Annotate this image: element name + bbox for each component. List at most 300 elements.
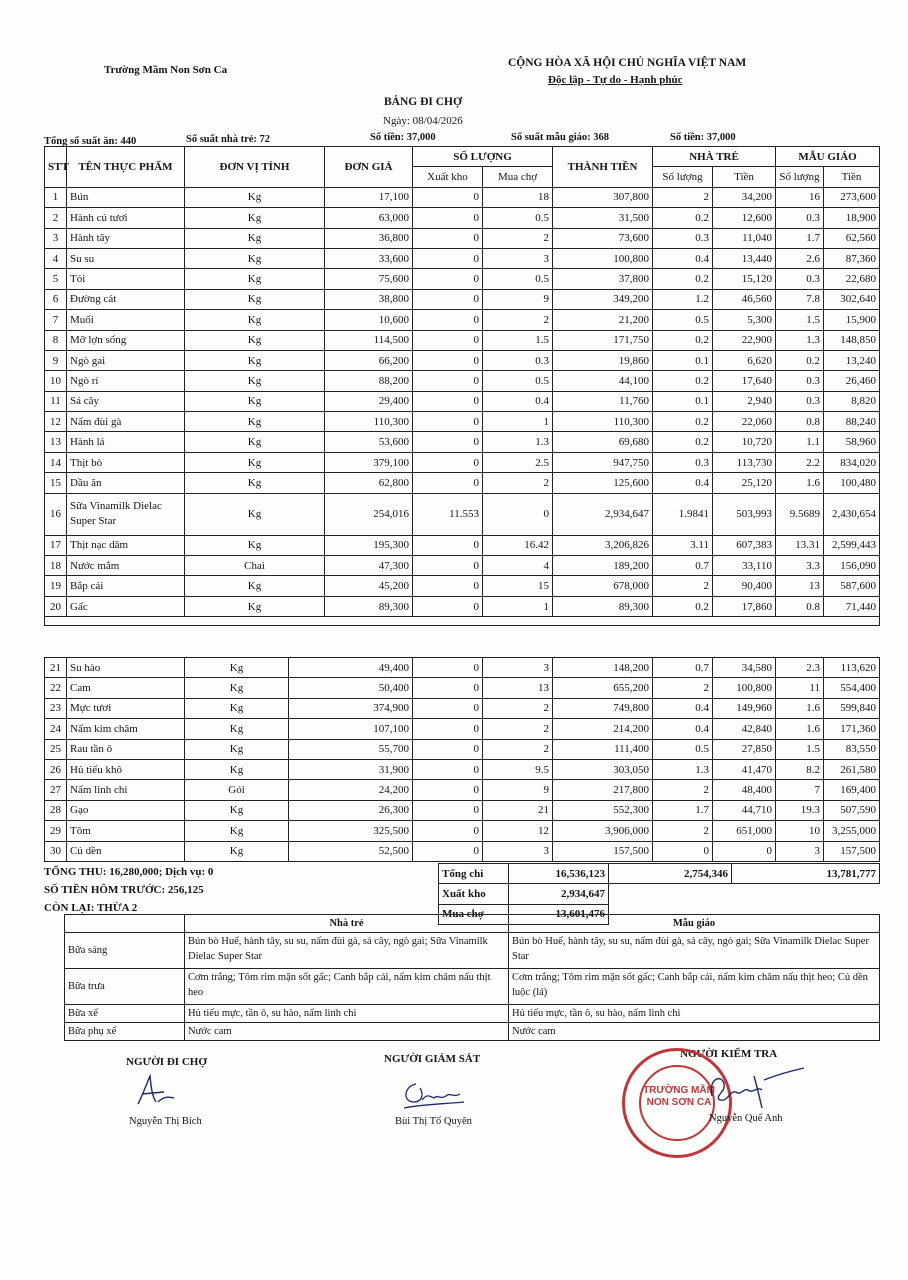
menu-meal-lunch: Bữa trưa — [65, 969, 185, 1005]
cell-nt-money: 25,120 — [713, 473, 776, 493]
cell-unit: Kg — [185, 719, 289, 739]
cell-stt: 4 — [45, 248, 67, 268]
cell-market: 2.5 — [483, 452, 553, 472]
cell-total: 37,800 — [553, 269, 653, 289]
cell-nt-qty: 0.4 — [653, 719, 713, 739]
cell-total: 307,800 — [553, 187, 653, 207]
cell-nt-money: 13,440 — [713, 248, 776, 268]
total-meals: Tổng số suất ăn: 440 — [44, 136, 137, 147]
cell-mg-money: 834,020 — [824, 452, 880, 472]
cell-stt: 27 — [45, 780, 67, 800]
cell-mg-money: 3,255,000 — [824, 821, 880, 841]
cell-nt-money: 48,400 — [713, 780, 776, 800]
cell-market: 16.42 — [483, 535, 553, 555]
xuat-kho-value: 2,934,647 — [509, 884, 609, 904]
cell-market: 12 — [483, 821, 553, 841]
cell-unit: Kg — [185, 698, 289, 718]
cell-total: 31,500 — [553, 208, 653, 228]
cell-mg-qty: 1.3 — [776, 330, 824, 350]
cell-nt-money: 34,580 — [713, 658, 776, 678]
cell-name: Hành tây — [67, 228, 185, 248]
table-row — [45, 208, 880, 228]
header-warehouse: Xuất kho — [413, 167, 483, 187]
cell-unit: Kg — [185, 269, 325, 289]
menu-breakfast-kinder: Bún bò Huế, hành tây, su su, nấm đùi gà, sả cây, ngò gai; Sữa Vinamilk Dielac Super Star — [509, 933, 880, 969]
cell-nt-money: 17,640 — [713, 371, 776, 391]
xuat-kho-label: Xuất kho — [439, 884, 509, 904]
cell-price: 47,300 — [325, 556, 413, 576]
cell-unit: Kg — [185, 228, 325, 248]
cell-price: 53,600 — [325, 432, 413, 452]
cell-market: 0.3 — [483, 350, 553, 370]
cell-total: 552,300 — [553, 800, 653, 820]
cell-nt-money: 41,470 — [713, 759, 776, 779]
cell-mg-qty: 1.1 — [776, 432, 824, 452]
cell-warehouse: 0 — [413, 596, 483, 616]
cell-unit: Kg — [185, 350, 325, 370]
cell-unit: Kg — [185, 596, 325, 616]
cell-unit: Kg — [185, 473, 325, 493]
cell-market: 13 — [483, 678, 553, 698]
cell-nt-qty: 0.5 — [653, 310, 713, 330]
cell-stt: 30 — [45, 841, 67, 861]
cell-name: Hành củ tươi — [67, 208, 185, 228]
table-row — [45, 350, 880, 370]
header-nt-qty: Số lượng — [653, 167, 713, 187]
cell-stt: 17 — [45, 535, 67, 555]
nursery-meals: Số suất nhà trẻ: 72 — [186, 134, 271, 145]
cell-nt-money: 15,120 — [713, 269, 776, 289]
cell-stt: 6 — [45, 289, 67, 309]
cell-stt: 13 — [45, 432, 67, 452]
table-row — [45, 759, 880, 779]
buyer-name: Nguyễn Thị Bích — [129, 1116, 202, 1127]
cell-nt-money: 34,200 — [713, 187, 776, 207]
cell-mg-money: 83,550 — [824, 739, 880, 759]
header-nt-money: Tiền — [713, 167, 776, 187]
supervisor-signature — [398, 1074, 468, 1114]
cell-warehouse: 0 — [413, 187, 483, 207]
cell-name: Muối — [67, 310, 185, 330]
cell-market: 2 — [483, 310, 553, 330]
header-mg-money: Tiền — [824, 167, 880, 187]
cell-total: 69,680 — [553, 432, 653, 452]
cell-market: 9 — [483, 780, 553, 800]
cell-warehouse: 0 — [413, 841, 483, 861]
cell-stt: 1 — [45, 187, 67, 207]
tong-thu: TỔNG THU: 16,280,000; Dịch vụ: 0 — [44, 866, 214, 878]
cell-total: 111,400 — [553, 739, 653, 759]
cell-nt-money: 0 — [713, 841, 776, 861]
cell-stt: 11 — [45, 391, 67, 411]
cell-market: 3 — [483, 841, 553, 861]
cell-mg-qty: 0.3 — [776, 371, 824, 391]
table-row — [45, 739, 880, 759]
table-row — [45, 310, 880, 330]
cell-stt: 14 — [45, 452, 67, 472]
header-nursery: NHÀ TRẺ — [653, 147, 776, 167]
cell-unit: Kg — [185, 187, 325, 207]
menu-afternoon-kinder: Hủ tiếu mực, tần ô, su hào, nấm linh chi — [509, 1005, 880, 1023]
cell-unit: Kg — [185, 391, 325, 411]
cell-mg-qty: 0.3 — [776, 269, 824, 289]
cell-warehouse: 0 — [413, 739, 483, 759]
cell-warehouse: 0 — [413, 310, 483, 330]
table-row — [45, 228, 880, 248]
cell-unit: Kg — [185, 759, 289, 779]
cell-name: Rau tần ô — [67, 739, 185, 759]
cell-name: Nấm linh chi — [67, 780, 185, 800]
cell-mg-qty: 19.3 — [776, 800, 824, 820]
cell-price: 374,900 — [289, 698, 413, 718]
menu-header-kinder: Mẫu giáo — [509, 915, 880, 933]
cell-stt: 15 — [45, 473, 67, 493]
cell-mg-money: 169,400 — [824, 780, 880, 800]
row-16-mg-qty: 9.5689 — [776, 493, 824, 535]
cell-unit: Kg — [185, 208, 325, 228]
table-row — [45, 698, 880, 718]
cell-mg-money: 171,360 — [824, 719, 880, 739]
row-16-warehouse: 11.553 — [413, 493, 483, 535]
cell-price: 75,600 — [325, 269, 413, 289]
cell-stt: 12 — [45, 412, 67, 432]
cell-unit: Kg — [185, 678, 289, 698]
cell-mg-money: 554,400 — [824, 678, 880, 698]
cell-nt-qty: 2 — [653, 678, 713, 698]
republic-title: CỘNG HÒA XÃ HỘI CHỦ NGHĨA VIỆT NAM — [508, 57, 747, 69]
cell-mg-money: 148,850 — [824, 330, 880, 350]
cell-mg-qty: 13.31 — [776, 535, 824, 555]
cell-warehouse: 0 — [413, 780, 483, 800]
cell-market: 9 — [483, 289, 553, 309]
cell-nt-qty: 0.4 — [653, 248, 713, 268]
cell-mg-qty: 0.2 — [776, 350, 824, 370]
cell-nt-money: 90,400 — [713, 576, 776, 596]
cell-warehouse: 0 — [413, 678, 483, 698]
cell-mg-qty: 8.2 — [776, 759, 824, 779]
header-unit: ĐƠN VỊ TÍNH — [185, 147, 325, 188]
cell-stt: 28 — [45, 800, 67, 820]
cell-price: 66,200 — [325, 350, 413, 370]
cell-price: 62,800 — [325, 473, 413, 493]
food-table-2 — [44, 657, 880, 862]
supervisor-name: Bùi Thị Tố Quyên — [395, 1116, 472, 1127]
header-name: TÊN THỰC PHẨM — [67, 147, 185, 188]
header-market: Mua chợ — [483, 167, 553, 187]
row-16-price: 254,016 — [325, 493, 413, 535]
cell-nt-qty: 0.7 — [653, 658, 713, 678]
cell-nt-qty: 0.5 — [653, 739, 713, 759]
cell-price: 325,500 — [289, 821, 413, 841]
mua-cho-label: Mua chợ — [439, 904, 509, 924]
cell-market: 1 — [483, 596, 553, 616]
cell-price: 114,500 — [325, 330, 413, 350]
row-16-unit: Kg — [185, 493, 325, 535]
cell-stt: 29 — [45, 821, 67, 841]
cell-nt-money: 22,060 — [713, 412, 776, 432]
cell-mg-qty: 2.6 — [776, 248, 824, 268]
cell-price: 29,400 — [325, 391, 413, 411]
cell-market: 4 — [483, 556, 553, 576]
cell-unit: Kg — [185, 739, 289, 759]
cell-mg-qty: 1.6 — [776, 473, 824, 493]
cell-price: 33,600 — [325, 248, 413, 268]
cell-nt-qty: 3.11 — [653, 535, 713, 555]
buyer-signature — [130, 1072, 180, 1112]
cell-name: Thịt nạc dăm — [67, 535, 185, 555]
cell-name: Mực tươi — [67, 698, 185, 718]
header-quantity: SỐ LƯỢNG — [413, 147, 553, 167]
cell-warehouse: 0 — [413, 330, 483, 350]
cell-nt-qty: 0.4 — [653, 473, 713, 493]
table-row — [45, 719, 880, 739]
header-mg-qty: Số lượng — [776, 167, 824, 187]
cell-total: 44,100 — [553, 371, 653, 391]
table-row — [45, 473, 880, 493]
cell-total: 303,050 — [553, 759, 653, 779]
row-16-nt-money: 503,993 — [713, 493, 776, 535]
header-stt: STT — [45, 147, 67, 188]
cell-unit: Kg — [185, 841, 289, 861]
row-16-total: 2,934,647 — [553, 493, 653, 535]
cell-stt: 9 — [45, 350, 67, 370]
cell-stt: 10 — [45, 371, 67, 391]
cell-price: 379,100 — [325, 452, 413, 472]
cell-name: Gấc — [67, 596, 185, 616]
cell-price: 17,100 — [325, 187, 413, 207]
cell-mg-qty: 0.3 — [776, 208, 824, 228]
cell-mg-money: 261,580 — [824, 759, 880, 779]
table-row — [45, 596, 880, 616]
cell-nt-money: 22,900 — [713, 330, 776, 350]
cell-nt-qty: 1.3 — [653, 759, 713, 779]
cell-nt-qty: 1.2 — [653, 289, 713, 309]
table-row — [45, 678, 880, 698]
cell-total: 19,860 — [553, 350, 653, 370]
cell-name: Mỡ lợn sống — [67, 330, 185, 350]
cell-mg-money: 87,360 — [824, 248, 880, 268]
cell-price: 63,000 — [325, 208, 413, 228]
cell-name: Bún — [67, 187, 185, 207]
cell-mg-qty: 13 — [776, 576, 824, 596]
cell-nt-qty: 2 — [653, 576, 713, 596]
table-row — [45, 412, 880, 432]
cell-name: Sả cây — [67, 391, 185, 411]
table-row — [45, 289, 880, 309]
cell-market: 2 — [483, 228, 553, 248]
cell-mg-money: 15,900 — [824, 310, 880, 330]
cell-mg-qty: 1.6 — [776, 698, 824, 718]
cell-price: 26,300 — [289, 800, 413, 820]
cell-nt-qty: 0.1 — [653, 391, 713, 411]
cell-mg-money: 18,900 — [824, 208, 880, 228]
motto: Độc lập - Tự do - Hạnh phúc — [548, 74, 683, 86]
cell-stt: 23 — [45, 698, 67, 718]
menu-snack-nursery: Nước cam — [185, 1023, 509, 1041]
cell-warehouse: 0 — [413, 719, 483, 739]
checker-signature — [700, 1060, 810, 1120]
cell-warehouse: 0 — [413, 391, 483, 411]
cell-mg-money: 113,620 — [824, 658, 880, 678]
cell-mg-qty: 1.5 — [776, 310, 824, 330]
cell-nt-money: 12,600 — [713, 208, 776, 228]
cell-total: 125,600 — [553, 473, 653, 493]
cell-nt-qty: 0.3 — [653, 452, 713, 472]
cell-nt-qty: 0.2 — [653, 412, 713, 432]
row-16-market: 0 — [483, 493, 553, 535]
cell-nt-money: 6,620 — [713, 350, 776, 370]
nursery-amount: Số tiền: 37,000 — [370, 132, 436, 143]
food-table-1 — [44, 146, 880, 626]
cell-name: Nấm kim châm — [67, 719, 185, 739]
table-row — [45, 248, 880, 268]
cell-name: Hủ tiếu khô — [67, 759, 185, 779]
cell-market: 0.4 — [483, 391, 553, 411]
cell-name: Tôm — [67, 821, 185, 841]
cell-price: 45,200 — [325, 576, 413, 596]
cell-warehouse: 0 — [413, 228, 483, 248]
cell-mg-money: 22,680 — [824, 269, 880, 289]
cell-price: 89,300 — [325, 596, 413, 616]
cell-mg-money: 8,820 — [824, 391, 880, 411]
cell-stt: 19 — [45, 576, 67, 596]
cell-total: 678,000 — [553, 576, 653, 596]
cell-unit: Kg — [185, 800, 289, 820]
menu-afternoon-nursery: Hủ tiếu mực, tần ô, su hào, nấm linh chi — [185, 1005, 509, 1023]
menu-header-nursery: Nhà trẻ — [185, 915, 509, 933]
cell-mg-qty: 1.7 — [776, 228, 824, 248]
cell-stt: 3 — [45, 228, 67, 248]
cell-nt-qty: 1.7 — [653, 800, 713, 820]
cell-warehouse: 0 — [413, 371, 483, 391]
cell-mg-money: 62,560 — [824, 228, 880, 248]
cell-nt-qty: 0.2 — [653, 330, 713, 350]
cell-stt: 18 — [45, 556, 67, 576]
tong-chi-label: Tổng chi — [439, 864, 509, 884]
cell-nt-qty: 0 — [653, 841, 713, 861]
cell-mg-qty: 7 — [776, 780, 824, 800]
cell-market: 1.3 — [483, 432, 553, 452]
cell-market: 21 — [483, 800, 553, 820]
cell-name: Cam — [67, 678, 185, 698]
mua-cho-value: 13,601,476 — [509, 904, 609, 924]
cell-nt-money: 11,040 — [713, 228, 776, 248]
cell-nt-money: 113,730 — [713, 452, 776, 472]
table-row — [45, 330, 880, 350]
table-row — [45, 658, 880, 678]
menu-meal-breakfast: Bữa sáng — [65, 933, 185, 969]
row-16-name: Sữa Vinamilk Dielac Super Star — [67, 493, 185, 535]
cell-total: 148,200 — [553, 658, 653, 678]
cell-mg-qty: 16 — [776, 187, 824, 207]
cell-unit: Kg — [185, 289, 325, 309]
cell-market: 0.5 — [483, 371, 553, 391]
cell-market: 1.5 — [483, 330, 553, 350]
cell-total: 73,600 — [553, 228, 653, 248]
cell-nt-money: 46,560 — [713, 289, 776, 309]
cell-warehouse: 0 — [413, 248, 483, 268]
buyer-title: NGƯỜI ĐI CHỢ — [126, 1056, 207, 1068]
cell-unit: Kg — [185, 576, 325, 596]
cell-unit: Kg — [185, 330, 325, 350]
cell-stt: 26 — [45, 759, 67, 779]
cell-total: 21,200 — [553, 310, 653, 330]
table-row — [45, 269, 880, 289]
cell-mg-qty: 2.3 — [776, 658, 824, 678]
cell-nt-qty: 0.2 — [653, 269, 713, 289]
doc-date: Ngày: 08/04/2026 — [383, 115, 463, 127]
cell-unit: Kg — [185, 310, 325, 330]
cell-warehouse: 0 — [413, 576, 483, 596]
cell-name: Dầu ăn — [67, 473, 185, 493]
cell-nt-qty: 0.2 — [653, 432, 713, 452]
cell-mg-money: 599,840 — [824, 698, 880, 718]
cell-nt-money: 44,710 — [713, 800, 776, 820]
cell-total: 3,906,000 — [553, 821, 653, 841]
cell-nt-money: 2,940 — [713, 391, 776, 411]
con-lai: CÒN LẠI: THỪA 2 — [44, 902, 138, 914]
cell-warehouse: 0 — [413, 289, 483, 309]
cell-mg-money: 58,960 — [824, 432, 880, 452]
cell-total: 189,200 — [553, 556, 653, 576]
cell-warehouse: 0 — [413, 350, 483, 370]
cell-warehouse: 0 — [413, 432, 483, 452]
cell-mg-qty: 10 — [776, 821, 824, 841]
table-row — [45, 371, 880, 391]
cell-warehouse: 0 — [413, 473, 483, 493]
cell-nt-qty: 0.4 — [653, 698, 713, 718]
menu-breakfast-nursery: Bún bò Huế, hành tây, su su, nấm đùi gà, sả cây, ngò gai; Sữa Vinamilk Dielac Super Star — [185, 933, 509, 969]
cell-total: 749,800 — [553, 698, 653, 718]
table-row — [45, 391, 880, 411]
cell-total: 110,300 — [553, 412, 653, 432]
cell-price: 55,700 — [289, 739, 413, 759]
cell-mg-qty: 0.8 — [776, 412, 824, 432]
cell-price: 107,100 — [289, 719, 413, 739]
cell-unit: Kg — [185, 248, 325, 268]
cell-nt-qty: 0.1 — [653, 350, 713, 370]
table-row — [45, 432, 880, 452]
cell-mg-qty: 1.6 — [776, 719, 824, 739]
cell-price: 24,200 — [289, 780, 413, 800]
checker-title: NGƯỜI KIỂM TRA — [680, 1048, 778, 1060]
cell-market: 0.5 — [483, 208, 553, 228]
cell-price: 31,900 — [289, 759, 413, 779]
cell-nt-money: 33,110 — [713, 556, 776, 576]
cell-name: Thịt bò — [67, 452, 185, 472]
cell-stt: 8 — [45, 330, 67, 350]
cell-stt: 7 — [45, 310, 67, 330]
cell-unit: Kg — [185, 821, 289, 841]
cell-price: 49,400 — [289, 658, 413, 678]
menu-snack-kinder: Nước cam — [509, 1023, 880, 1041]
cell-warehouse: 0 — [413, 821, 483, 841]
cell-stt: 25 — [45, 739, 67, 759]
cell-stt: 24 — [45, 719, 67, 739]
cell-unit: Kg — [185, 432, 325, 452]
cell-nt-qty: 2 — [653, 780, 713, 800]
cell-warehouse: 0 — [413, 208, 483, 228]
cell-nt-qty: 2 — [653, 821, 713, 841]
cell-mg-money: 507,590 — [824, 800, 880, 820]
cell-nt-qty: 0.2 — [653, 371, 713, 391]
cell-name: Nước mắm — [67, 556, 185, 576]
table-row — [45, 576, 880, 596]
cell-total: 217,800 — [553, 780, 653, 800]
cell-mg-qty: 3 — [776, 841, 824, 861]
cell-mg-qty: 3.3 — [776, 556, 824, 576]
cell-nt-money: 42,840 — [713, 719, 776, 739]
